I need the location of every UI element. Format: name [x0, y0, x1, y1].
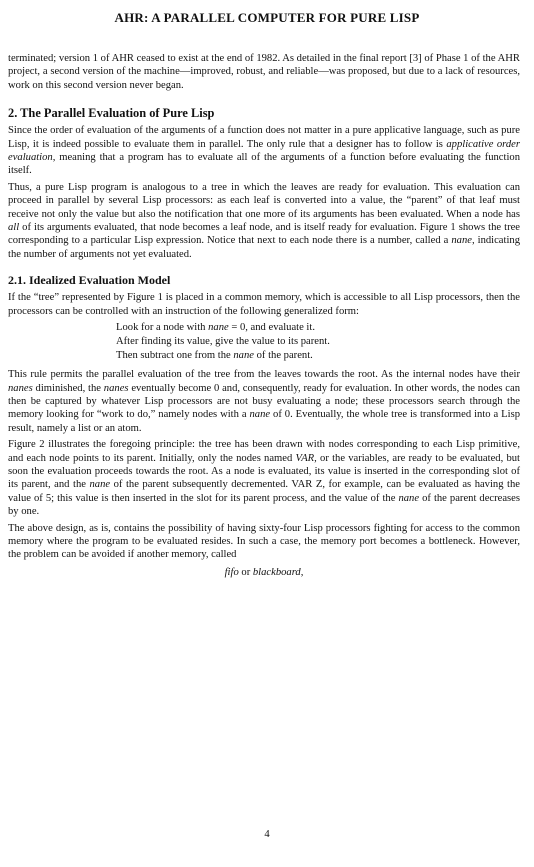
text-run: or	[238, 566, 253, 578]
section-2-paragraph-1	[8, 124, 520, 178]
text-run: or the variables, are ready to be evaluated, but soon the evaluation proceeds towards the root. As a node is evaluated, its value is inserted in the corresponding slot of its parent, and the	[8, 452, 520, 491]
body-text	[8, 52, 520, 579]
text-run: of the parent.	[253, 350, 313, 362]
emphasis: nane	[89, 479, 111, 491]
instruction-rule	[116, 321, 520, 363]
intro-paragraph: terminated; version 1 of AHR ceased to exist at the end of 1982. As detailed in the final report [3] of Phase 1 of the AHR project, a second version of the machine—improved, robust, and reliable—was proposed, but due to a lack of resources, work on this second version never began.	[8, 53, 520, 91]
page-number: 4	[264, 829, 270, 840]
emphasis: nane	[208, 322, 229, 334]
text-run: meaning that a program has to evaluate all of the arguments of a function before evaluating the function itself.	[8, 152, 520, 177]
emphasis: blackboard,	[252, 566, 304, 578]
emphasis: nane	[249, 409, 271, 421]
emphasis: nane	[233, 350, 254, 362]
rule-line-2: After finding its value, give the value to its parent.	[116, 336, 330, 348]
emphasis: nane	[398, 492, 420, 504]
emphasis: fifo	[224, 566, 239, 578]
section-2-heading: 2. The Parallel Evaluation of Pure Lisp	[8, 106, 215, 121]
centered-term-line	[8, 566, 520, 579]
text-run: This rule permits the parallel evaluation of the tree from the leaves towards the root. As the internal nodes have their	[8, 369, 520, 381]
text-run: Look for a node with	[116, 322, 209, 334]
section-2-paragraph-2	[8, 181, 520, 261]
text-run: Then subtract one from the	[116, 350, 234, 362]
section-2-1-paragraph-2	[8, 368, 520, 435]
text-run: indicating the number of arguments not yet evaluated.	[8, 235, 520, 260]
emphasis: nane,	[451, 235, 475, 247]
rule-line-3	[116, 349, 520, 363]
text-run: of its arguments evaluated, that node becomes a leaf node, and is itself ready for evaluation. Figure 1 shows the tree corresponding to a particular Lisp expression. Notice that next to each node there is a number, called a	[8, 222, 520, 247]
section-2-1-paragraph-1: If the “tree” represented by Figure 1 is placed in a common memory, which is accessible to all Lisp processors, then the processors can be controlled with an instruction of the following generalized form:	[8, 292, 520, 317]
section-2-1-heading: 2.1. Idealized Evaluation Model	[8, 273, 171, 288]
running-head: AHR: A PARALLEL COMPUTER FOR PURE LISP	[114, 10, 420, 25]
text-run: diminished, the	[32, 382, 104, 394]
text-run: Thus, a pure Lisp program is analogous to a tree in which the leaves are ready for evaluation. This evaluation can proceed in parallel by several Lisp processors: as each leaf is converted into a value, the “parent” of that leaf must receive not only the value but also the notification that one more of its arguments has been evaluated. When a node has	[8, 181, 520, 220]
text-run: Figure 2 illustrates the foregoing principle: the tree has been drawn with nodes corresponding to each Lisp primitive, and each node points to its parent. Initially, only the nodes named	[8, 439, 520, 464]
text-run: of the parent decreases by one.	[8, 492, 520, 518]
text-run: eventually become 0 and, consequently, ready for evaluation. In other words, the nodes can then be captured by whatever Lisp processors are not busy evaluating a node; these processors search through the memory looking for “work to do,” namely nodes with a	[8, 382, 520, 421]
emphasis: nanes	[103, 382, 129, 394]
rule-line-1	[116, 321, 520, 335]
section-2-1-paragraph-3	[8, 438, 520, 518]
text-run: of 0. Eventually, the whole tree is transformed into a Lisp result, namely a list or an atom.	[8, 409, 520, 434]
text-run: Since the order of evaluation of the arguments of a function does not matter in a pure applicative language, such as pure Lisp, it is indeed possible to evaluate them in parallel. The only rule that a designer has to follow is	[8, 125, 520, 150]
emphasis: all	[8, 222, 20, 234]
emphasis: nanes	[8, 382, 33, 394]
text-run: of the parent subsequently decremented. VAR Z, for example, can be evaluated as having the value of 5; this value is then inserted in the slot for its parent process, and the value of the	[8, 479, 520, 504]
section-2-1-paragraph-4: The above design, as is, contains the possibility of having sixty-four Lisp processors fighting for access to the common memory where the program to be evaluated resides. In such a case, the memory port becomes a bottleneck. However, the problem can be avoided if another memory, called	[8, 522, 520, 561]
emphasis: applicative order evaluation,	[8, 138, 520, 164]
emphasis: VAR,	[295, 452, 317, 464]
text-run: = 0, and evaluate it.	[228, 322, 315, 334]
